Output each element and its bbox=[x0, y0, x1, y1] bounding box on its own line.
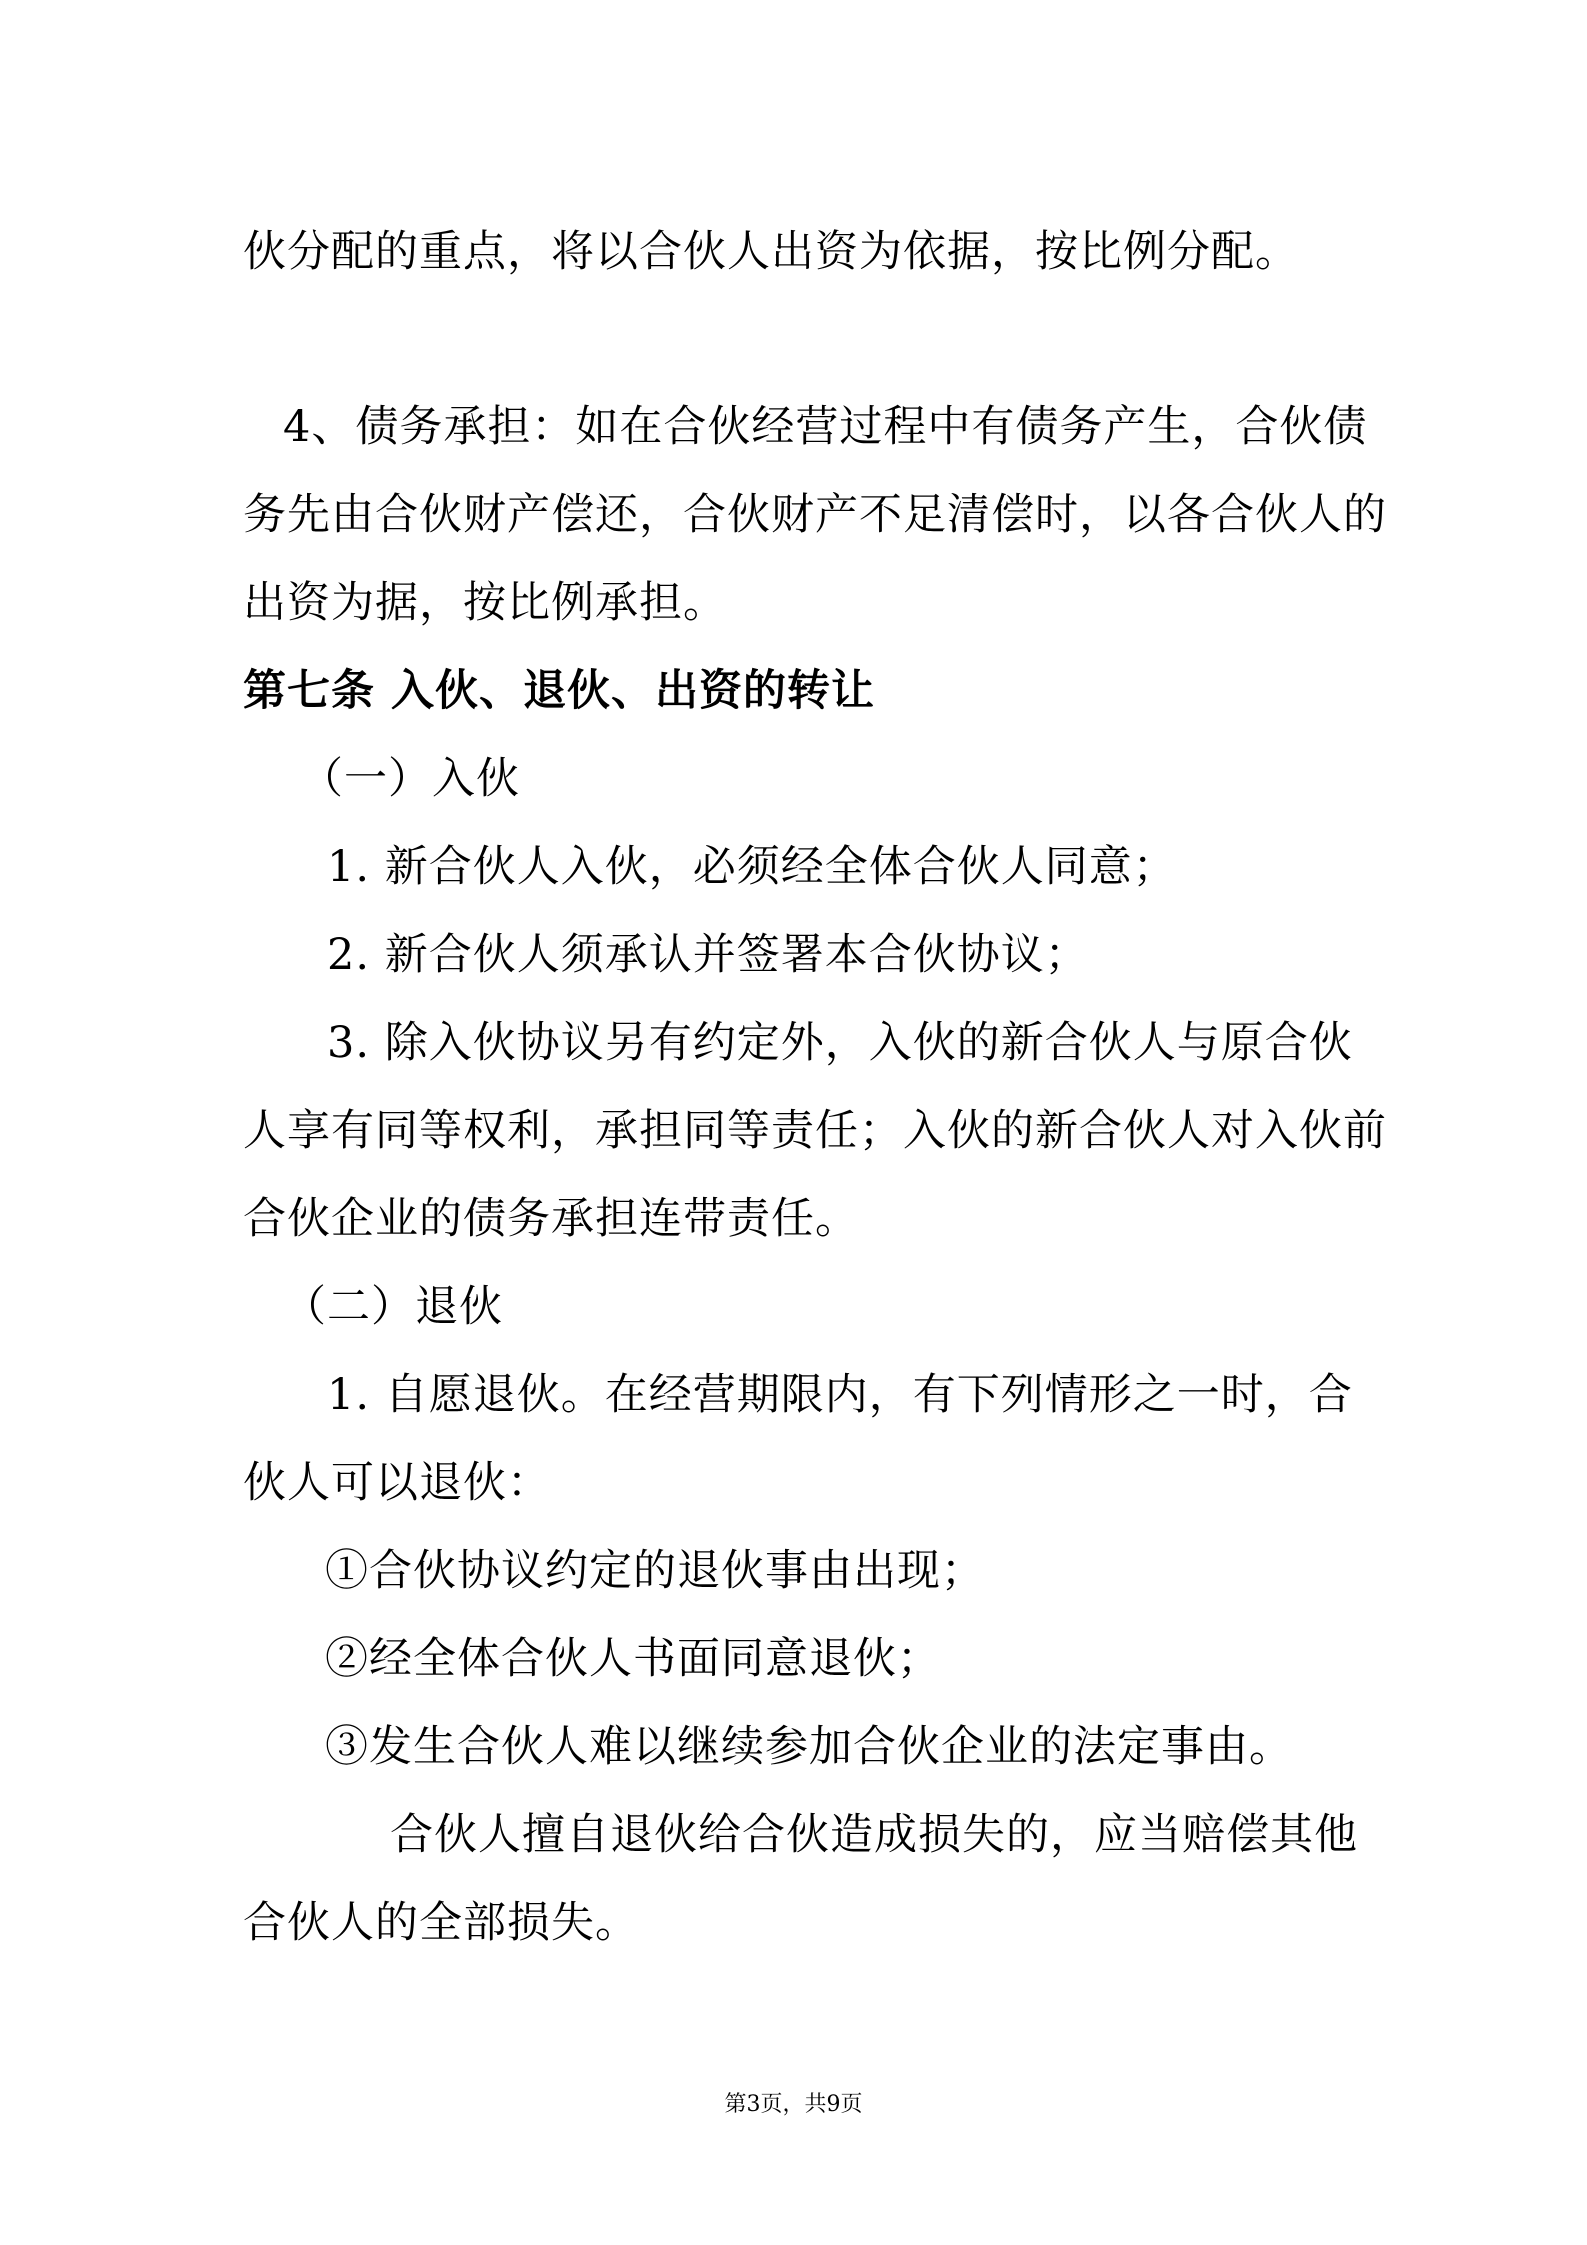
subsection-heading: （一）入伙 bbox=[300, 754, 520, 804]
list-item: 2. 新合伙人须承认并签署本合伙协议； bbox=[327, 930, 1089, 980]
paragraph-line: 合伙人擅自退伙给合伙造成损失的，应当赔偿其他 bbox=[390, 1810, 1358, 1860]
paragraph-line: 务先由合伙财产偿还，合伙财产不足清偿时，以各合伙人的 bbox=[243, 490, 1387, 540]
list-item: 1. 新合伙人入伙，必须经全体合伙人同意； bbox=[327, 842, 1177, 892]
subsection-heading: （二）退伙 bbox=[283, 1282, 503, 1332]
list-item: 1. 自愿退伙。在经营期限内，有下列情形之一时，合 bbox=[327, 1370, 1353, 1420]
paragraph-line: 合伙企业的债务承担连带责任。 bbox=[243, 1194, 859, 1244]
paragraph-line: 合伙人的全部损失。 bbox=[243, 1898, 639, 1948]
paragraph-line: 4、债务承担：如在合伙经营过程中有债务产生，合伙债 bbox=[283, 402, 1368, 452]
paragraph-line: 伙人可以退伙： bbox=[243, 1458, 551, 1508]
section-heading: 第七条 入伙、退伙、出资的转让 bbox=[243, 666, 875, 716]
paragraph-line: 人享有同等权利，承担同等责任；入伙的新合伙人对入伙前 bbox=[243, 1106, 1387, 1156]
list-item: 3. 除入伙协议另有约定外，入伙的新合伙人与原合伙 bbox=[327, 1018, 1353, 1068]
paragraph-line: 伙分配的重点，将以合伙人出资为依据，按比例分配。 bbox=[243, 227, 1299, 277]
paragraph-line: 出资为据，按比例承担。 bbox=[243, 578, 727, 628]
list-item: ③发生合伙人难以继续参加合伙企业的法定事由。 bbox=[325, 1722, 1293, 1772]
page-number: 第3页，共9页 bbox=[724, 2092, 863, 2117]
list-item: ②经全体合伙人书面同意退伙； bbox=[325, 1634, 941, 1684]
list-item: ①合伙协议约定的退伙事由出现； bbox=[325, 1546, 985, 1596]
